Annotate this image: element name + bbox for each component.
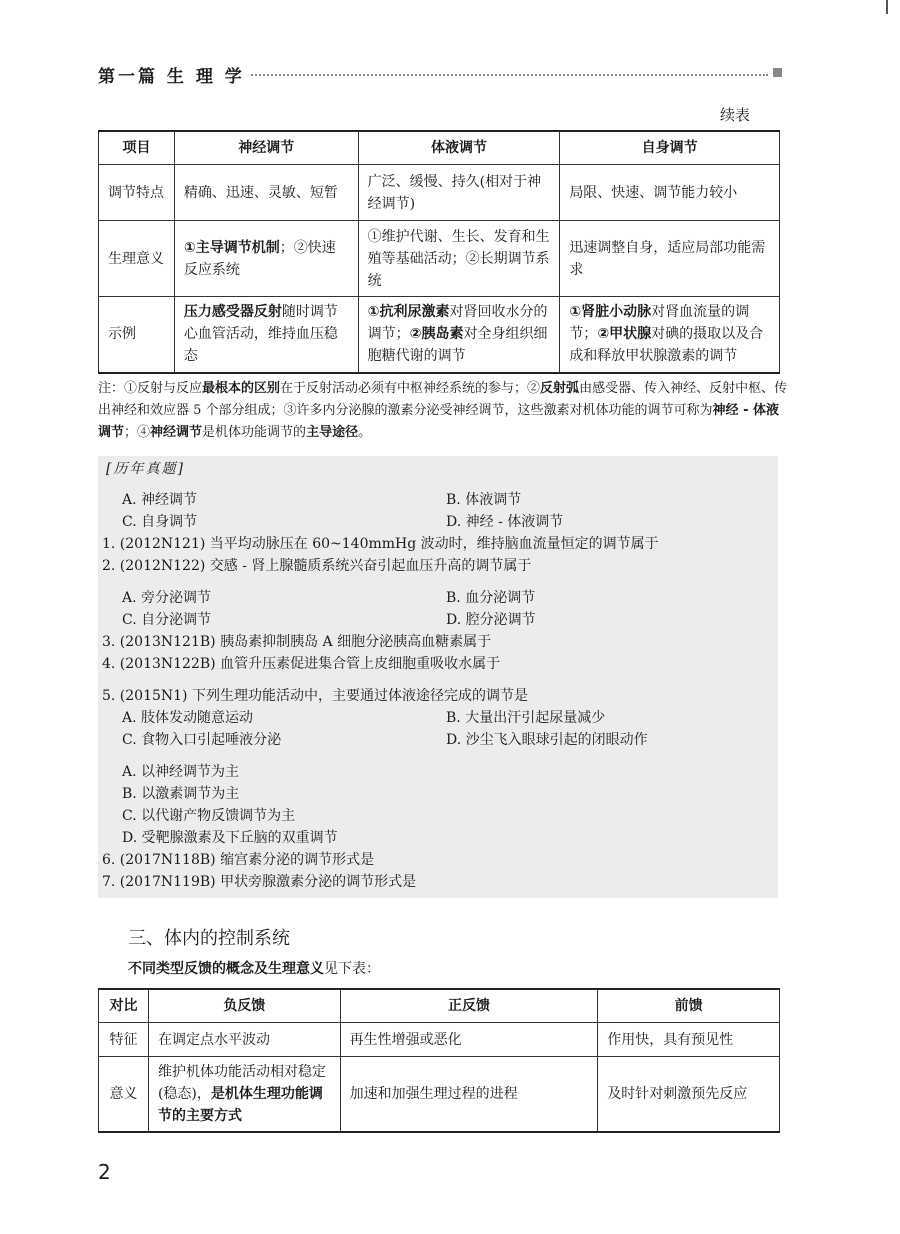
cell-text: 对碘的摄取以及合成和释放甲状腺激素的调节 <box>569 326 764 365</box>
note-bold: 神经调节 <box>150 425 203 440</box>
past-exam-questions-box <box>98 456 778 898</box>
table-cell: 再生性增强或恶化 <box>340 1023 598 1057</box>
col-header-self: 自身调节 <box>560 131 780 165</box>
table-header-row <box>99 131 780 165</box>
row-label: 特征 <box>99 1023 149 1057</box>
table-note <box>98 378 788 444</box>
table-cell <box>174 297 358 373</box>
option: A. 旁分泌调节 <box>122 590 212 606</box>
table-cell <box>174 221 358 297</box>
option: C. 自身调节 <box>122 514 198 530</box>
table-cell: 在调定点水平波动 <box>148 1023 340 1057</box>
col-header-neural: 神经调节 <box>174 131 358 165</box>
option: A. 神经调节 <box>122 492 198 508</box>
table-cell: 精确、迅速、灵敏、短暂 <box>174 165 358 221</box>
header-title: 第一篇 生 理 学 <box>98 62 251 87</box>
option: B. 大量出汗引起尿量减少 <box>446 710 606 726</box>
table-cell: 作用快，具有预见性 <box>598 1023 780 1057</box>
option: B. 体液调节 <box>446 492 522 508</box>
col-header-humoral: 体液调节 <box>358 131 560 165</box>
question: 6. (2017N118B) 缩宫素分泌的调节形式是 <box>102 852 375 868</box>
cell-text: 随时调节心血管活动，维持血压稳态 <box>183 304 338 365</box>
feedback-comparison-table <box>98 988 780 1133</box>
option: D. 受靶腺激素及下丘脑的双重调节 <box>122 830 338 846</box>
option: D. 神经 - 体液调节 <box>446 514 564 530</box>
note-text: 由感受器、传入神经、反射中枢、传出神经和效应器 5 个部分组成；③许多内分泌腺的激素分泌受神经调节，这些激素对机体功能的调节可称为 <box>98 381 788 418</box>
option: B. 血分泌调节 <box>446 590 536 606</box>
table-cell <box>560 297 780 373</box>
header-dotted-rule <box>248 74 768 76</box>
note-bold: 最根本的区别 <box>202 381 281 396</box>
table-cell: 局限、快速、调节能力较小 <box>560 165 780 221</box>
table-row <box>99 297 780 373</box>
row-label: 示例 <box>99 297 175 373</box>
col-header-item: 项目 <box>99 131 175 165</box>
row-label: 生理意义 <box>99 221 175 297</box>
note-text: 。 <box>358 425 372 440</box>
header-square-marker <box>773 68 782 77</box>
table-cell: 及时针对刺激预先反应 <box>598 1057 780 1133</box>
cell-text: ；②快速反应系统 <box>183 239 336 278</box>
intro-bold: 不同类型反馈的概念及生理意义 <box>128 961 324 977</box>
running-header <box>98 62 782 88</box>
col-header-negative: 负反馈 <box>148 989 340 1023</box>
option: D. 沙尘飞入眼球引起的闭眼动作 <box>446 732 648 748</box>
table-header-row <box>99 989 780 1023</box>
corner-crop-mark <box>886 0 888 14</box>
question: 5. (2015N1) 下列生理功能活动中，主要通过体液途径完成的调节是 <box>102 688 528 704</box>
bold-term: ①主导调节机制 <box>183 239 280 256</box>
option: C. 食物入口引起唾液分泌 <box>122 732 282 748</box>
row-label: 调节特点 <box>99 165 175 221</box>
page-number: 2 <box>98 1160 111 1184</box>
section-intro <box>128 958 380 978</box>
table-cell <box>148 1057 340 1133</box>
table-row <box>99 1023 780 1057</box>
bold-term: ①肾脏小动脉 <box>569 304 652 321</box>
question: 4. (2013N122B) 血管升压素促进集合管上皮细胞重吸收水属于 <box>102 656 501 672</box>
bold-term: ②甲状腺 <box>597 326 652 343</box>
question: 3. (2013N121B) 胰岛素抑制胰岛 A 细胞分泌胰高血糖素属于 <box>102 634 492 650</box>
cell-text: 对全身组织细胞糖代谢的调节 <box>367 326 548 365</box>
option: C. 自分泌调节 <box>122 612 212 628</box>
table-row <box>99 165 780 221</box>
note-bold: 反射弧 <box>540 381 580 396</box>
table-continued-label: 续表 <box>719 106 750 124</box>
cell-text: 对肾回收水分的调节； <box>367 304 548 343</box>
table-row <box>99 221 780 297</box>
question: 2. (2012N122) 交感 - 肾上腺髓质系统兴奋引起血压升高的调节属于 <box>102 558 532 574</box>
option: A. 以神经调节为主 <box>122 764 240 780</box>
table-cell: 广泛、缓慢、持久(相对于神经调节) <box>358 165 560 221</box>
table-cell: 迅速调整自身，适应局部功能需求 <box>560 221 780 297</box>
cell-text: 维护机体功能活动相对稳定(稳态)， <box>157 1064 326 1102</box>
col-header-item: 对比 <box>99 989 149 1023</box>
note-text: 在于反射活动必须有中枢神经系统的参与；② <box>280 381 541 396</box>
bold-term: 是机体生理功能调节的主要方式 <box>157 1086 323 1124</box>
note-bold: 神经 - 体液调节 <box>98 403 779 440</box>
bold-term: 压力感受器反射 <box>183 304 282 321</box>
option: C. 以代谢产物反馈调节为主 <box>122 808 296 824</box>
option: A. 肢体发动随意运动 <box>122 710 254 726</box>
note-bold: 主导途径 <box>306 425 359 440</box>
note-text: 注：①反射与反应 <box>98 381 203 396</box>
note-text: 是机体功能调节的 <box>202 425 307 440</box>
bold-term: ②胰岛素 <box>409 326 464 343</box>
question: 1. (2012N121) 当平均动脉压在 60~140mmHg 波动时，维持脑血流量恒定的调节属于 <box>102 536 659 552</box>
table-row <box>99 1057 780 1133</box>
section-heading: 三、体内的控制系统 <box>128 928 290 949</box>
question: 7. (2017N119B) 甲状旁腺激素分泌的调节形式是 <box>102 874 417 890</box>
bold-term: ①抗利尿激素 <box>367 304 450 321</box>
intro-text: 见下表： <box>324 961 380 977</box>
option: D. 腔分泌调节 <box>446 612 536 628</box>
note-text: ；④ <box>124 425 151 440</box>
option: B. 以激素调节为主 <box>122 786 240 802</box>
regulation-comparison-table <box>98 130 780 374</box>
col-header-positive: 正反馈 <box>340 989 598 1023</box>
exam-box-label: [历年真题] <box>106 461 185 477</box>
table-cell <box>358 297 560 373</box>
cell-text: 对肾血流量的调节； <box>569 304 750 343</box>
table-cell: ①维护代谢、生长、发育和生殖等基础活动；②长期调节系统 <box>358 221 560 297</box>
table-cell: 加速和加强生理过程的进程 <box>340 1057 598 1133</box>
row-label: 意义 <box>99 1057 149 1133</box>
col-header-feedforward: 前馈 <box>598 989 780 1023</box>
